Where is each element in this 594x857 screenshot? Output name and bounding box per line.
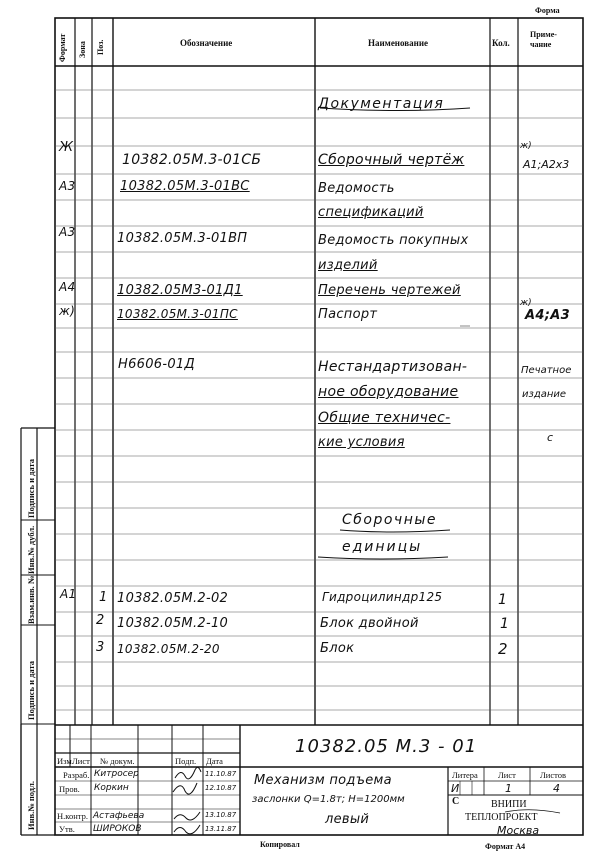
row-name: Блок (320, 641, 355, 656)
row-designation: 10382.05М.3-01ВП (117, 231, 248, 246)
tb-role: Пров. (59, 784, 80, 794)
row-format: А3 (59, 179, 76, 193)
tb-izm-header: Изм (57, 756, 72, 766)
row-designation: Н6606-01Д (118, 357, 195, 372)
product-title-line3: левый (325, 812, 370, 827)
row-format: А4 (59, 280, 76, 294)
org-line2: ТЕПЛОПРОЕКТ (465, 812, 538, 823)
row-name: Общие техничес- (318, 410, 451, 426)
tb-date: 11.10.87 (205, 770, 237, 778)
forma-label: Форма (535, 6, 560, 15)
row-name: Перечень чертежей (318, 283, 461, 298)
litera-label: Литера (452, 770, 478, 780)
row-name: ное оборудование (318, 384, 459, 400)
listov-value: 4 (553, 782, 560, 795)
tb-person: Астафьева (93, 811, 145, 821)
doc-code: 10382.05 М.3 - 01 (295, 736, 478, 757)
tb-list-header: Лист (72, 756, 90, 766)
row-name: спецификаций (318, 205, 424, 220)
row-name: единицы (342, 539, 423, 555)
row-pos: 3 (96, 640, 105, 655)
row-note: Печатное (521, 365, 572, 376)
stage-letter: С (452, 796, 460, 807)
tb-doc-header: № докум. (100, 756, 135, 766)
row-qty: 1 (500, 616, 510, 632)
col-designation-header: Обозначение (180, 38, 233, 48)
row-note: А1;А2х3 (523, 158, 570, 171)
tb-person: ШИРОКОВ (93, 824, 142, 834)
note-mark: ж) (520, 141, 532, 151)
row-format: ж) (59, 304, 76, 318)
row-name: Сборочный чертёж (318, 152, 465, 168)
tb-person: Коркин (94, 783, 129, 793)
row-pos: 1 (99, 590, 108, 605)
row-name: изделий (318, 258, 378, 273)
row-note: издание (522, 389, 567, 400)
row-designation: 10382.05М.3-01ВС (120, 179, 250, 194)
format-label: Формат А4 (485, 842, 526, 851)
tb-date: 13.11.87 (205, 825, 237, 833)
tb-date: 13.10.87 (205, 811, 237, 819)
note-mark: ж) (520, 298, 532, 308)
row-designation: 10382.05М3-01Д1 (117, 283, 243, 298)
col-zone-header: Зона (78, 41, 87, 58)
row-name: кие условия (318, 435, 405, 450)
product-title-line2: заслонки Q=1.8т; Н=1200мм (252, 794, 405, 805)
row-note: А4;А3 (525, 308, 570, 323)
row-name: Документация (318, 96, 445, 112)
side-sign-date-1: Подпись и дата (26, 459, 36, 518)
list-label: Лист (498, 770, 516, 780)
row-format: А3 (59, 225, 76, 239)
col-note-header: Приме- чание (530, 30, 557, 49)
row-format: А1 (60, 587, 77, 601)
row-name: Ведомость (318, 181, 395, 196)
tb-role: Разраб. (63, 770, 90, 780)
row-qty: 2 (498, 640, 508, 658)
row-name: Паспорт (318, 307, 378, 322)
col-pos-header: Поз. (96, 39, 105, 55)
tb-sign-header: Подп. (175, 756, 197, 766)
row-name: Нестандартизован- (318, 359, 468, 375)
row-name: Блок двойной (320, 616, 419, 631)
list-value: 1 (505, 782, 512, 795)
row-note: с (547, 431, 554, 444)
tb-date: 12.10.87 (205, 784, 237, 792)
tb-date-header: Дата (206, 756, 223, 766)
row-format: Ж (59, 140, 74, 155)
tb-role: Утв. (59, 824, 75, 834)
row-name: Гидроцилиндр125 (322, 590, 443, 604)
row-qty: 1 (498, 592, 508, 608)
row-pos: 2 (96, 613, 105, 628)
product-title-line1: Механизм подъема (254, 773, 392, 788)
row-designation: 10382.05М.3-01ПС (117, 307, 238, 321)
org-line1: ВНИПИ (491, 799, 527, 810)
col-name-header: Наименование (368, 38, 428, 48)
org-city: Москва (497, 824, 540, 837)
row-designation: 10382.05М.2-20 (117, 642, 220, 656)
kopiroval-label: Копировал (260, 840, 300, 849)
col-format-header: Формат (58, 33, 67, 62)
side-inv-podl: Инв.№ подл. (26, 781, 36, 830)
listov-label: Листов (540, 770, 566, 780)
side-sign-date-2: Подпись и дата (26, 661, 36, 720)
tb-person: Китросер (94, 769, 139, 779)
col-qty-header: Кол. (492, 38, 510, 48)
side-vzam-inv: Взам.инв. № (26, 575, 36, 624)
litera-value: И (451, 782, 460, 795)
row-designation: 10382.05М.2-10 (117, 616, 229, 631)
tb-role: Н.контр. (57, 811, 88, 821)
side-inv-dubl: Инв.№ дубл. (26, 525, 36, 574)
row-name: Ведомость покупных (318, 233, 469, 248)
row-designation: 10382.05М.2-02 (117, 591, 229, 606)
row-name: Сборочные (342, 512, 438, 528)
row-designation: 10382.05М.3-01СБ (122, 152, 262, 168)
